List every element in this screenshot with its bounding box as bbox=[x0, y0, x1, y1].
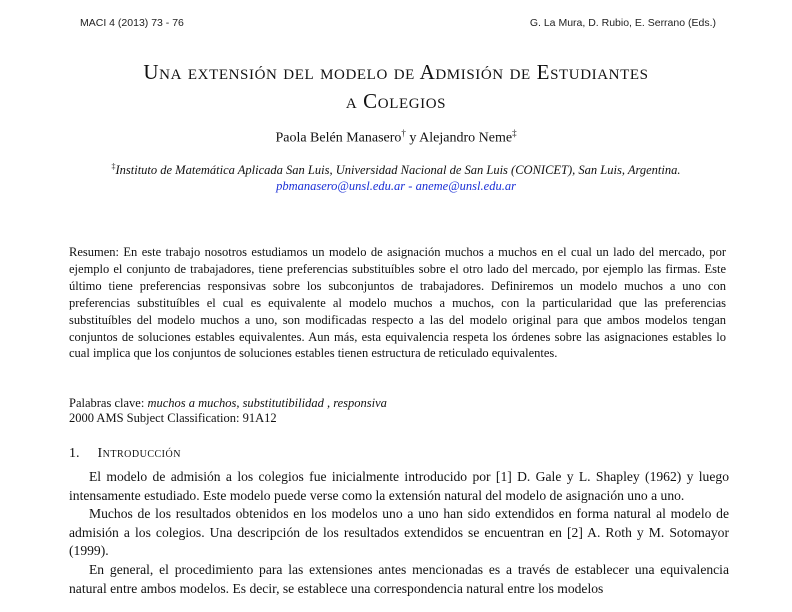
section-heading bbox=[69, 446, 181, 462]
author-name: Alejandro Neme bbox=[419, 130, 513, 146]
keywords-block bbox=[69, 396, 726, 426]
abstract bbox=[69, 244, 726, 362]
affiliation-text: Instituto de Matemática Aplicada San Luis, Universidad Nacional de San Luis (CONICET), San Luis, Argentina. bbox=[115, 163, 681, 178]
author-emails[interactable]: pbmanasero@unsl.edu.ar - aneme@unsl.edu.ar bbox=[276, 179, 516, 193]
body-paragraph: Muchos de los resultados obtenidos en los modelos uno a uno han sido extendidos en forma natural al modelo de admisión a los colegios. Una descripción de los resultados extendidos se encuentran en [2] A. Roth y M. Sotomayor (1999). bbox=[69, 506, 729, 559]
section-body bbox=[69, 468, 729, 598]
affiliation bbox=[0, 162, 792, 178]
abstract-text: En este trabajo nosotros estudiamos un modelo de asignación muchos a muchos en el cual un lado del mercado, por ejemplo el conjunto de trabajadores, tiene preferencias substituíbles sobre el otro lado del mercado, por ejemplo las firmas. Este último tiene preferencias responsivas sobre los subconjuntos de trabajadores. Definiremos un modelo muchos a uno con preferencias substituíbles el cual es equivalente al modelo muchos a muchos, con la particularidad que las preferencias substituíbles del modelo muchos a uno, son modificadas respecto a las del modelo original para que ambos modelos tengan conjuntos de soluciones estables equivalentes. Aun más, esta equivalencia respeta los órdenes sobre las asignaciones estables lo cual implica que los conjuntos de soluciones estables tienen estructura de reticulado equivalentes. bbox=[69, 245, 726, 361]
section-title: Introducción bbox=[97, 446, 181, 461]
author-mark: † bbox=[401, 128, 406, 138]
ams-label: 2000 AMS Subject Classification: bbox=[69, 411, 240, 425]
abstract-label: Resumen: bbox=[69, 245, 119, 259]
keywords-value: muchos a muchos, substitutibilidad , responsiva bbox=[147, 396, 387, 410]
keywords-line bbox=[69, 396, 726, 411]
running-header-left: MACI 4 (2013) 73 - 76 bbox=[80, 17, 184, 29]
author-list bbox=[0, 128, 792, 147]
ams-classification-line bbox=[69, 411, 726, 426]
affiliation-mark: ‡ bbox=[111, 162, 116, 171]
author-joiner: y bbox=[405, 130, 420, 146]
ams-value: 91A12 bbox=[242, 411, 277, 425]
author-name: Paola Belén Manasero bbox=[275, 130, 402, 146]
section-number: 1. bbox=[69, 446, 80, 461]
paper-title-line-2: a Colegios bbox=[345, 89, 447, 113]
paper-title-line-1: Una extensión del modelo de Admisión de Estudiantes bbox=[143, 60, 649, 84]
body-paragraph: En general, el procedimiento para las extensiones antes mencionadas es a través de establecer una equivalencia natural entre ambos modelos. Es decir, se establece una correspondencia natural entre los modelos bbox=[69, 561, 729, 596]
body-paragraph: El modelo de admisión a los colegios fue inicialmente introducido por [1] D. Gale y L. Shapley (1962) y luego intensamente estudiado. Este modelo puede verse como la extensión natural del modelo de asignación uno a uno. bbox=[69, 469, 729, 503]
paper-title bbox=[40, 58, 752, 116]
running-header-right: G. La Mura, D. Rubio, E. Serrano (Eds.) bbox=[529, 17, 716, 29]
keywords-label: Palabras clave: bbox=[69, 396, 145, 410]
author-mark: ‡ bbox=[512, 128, 517, 138]
